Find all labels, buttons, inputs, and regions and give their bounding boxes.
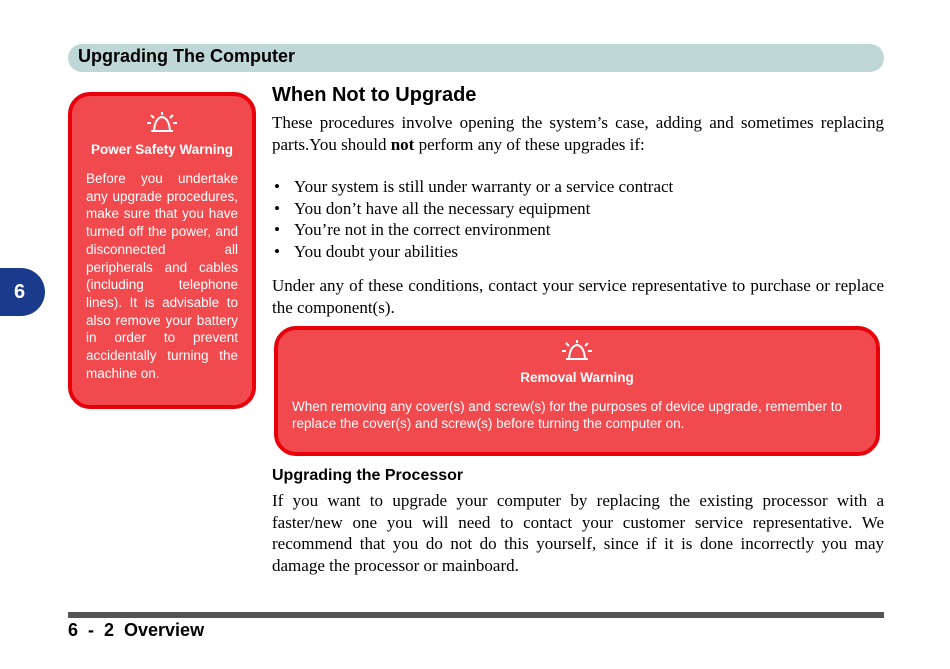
- processor-paragraph: If you want to upgrade your computer by replacing the existing processor with a faster/new one you will need to contact your customer service representative. We recommend that you do not do this yourself, since if it is done incorrectly you may damage the processor or mainboard.: [272, 491, 884, 575]
- header-bar: [68, 44, 884, 72]
- chapter-tab: 6: [0, 268, 45, 316]
- list-item: • Your system is still under warranty or a service contract: [272, 176, 884, 198]
- list-item: • You don’t have all the necessary equipment: [272, 198, 884, 220]
- warning-bell-icon: [560, 338, 594, 364]
- intro-text-end: perform any of these upgrades if:: [414, 134, 645, 154]
- power-safety-warning-box: [68, 92, 256, 409]
- power-safety-warning-text: Before you undertake any upgrade procedures, make sure that you have turned off the power, and disconnected all peripherals and cables (including telephone lines). It is advisable to also remove your battery in order to prevent accidentally turning the machine on.: [86, 171, 238, 381]
- intro-paragraph: [272, 112, 884, 155]
- header-title: Upgrading The Computer: [78, 46, 295, 66]
- intro-bold: not: [390, 134, 415, 154]
- upgrade-conditions-list: [272, 176, 884, 262]
- intro-text: These procedures involve opening the system’s case, adding and sometimes replacing parts.You should: [272, 113, 884, 154]
- removal-warning-title: Removal Warning: [520, 370, 634, 385]
- removal-warning-box: [274, 326, 880, 456]
- footer-rule: [68, 612, 884, 618]
- removal-warning-text: When removing any cover(s) and screw(s) for the purposes of device upgrade, remember to replace the cover(s) and screw(s) before turning the computer on.: [292, 399, 842, 431]
- list-item: • You’re not in the correct environment: [272, 219, 884, 241]
- list-item: • You doubt your abilities: [272, 241, 884, 263]
- processor-heading: Upgrading the Processor: [272, 467, 464, 484]
- section-heading: When Not to Upgrade: [272, 84, 477, 106]
- warning-bell-icon: [145, 110, 179, 136]
- page-footer: 6 - 2 Overview: [68, 620, 205, 640]
- power-safety-warning-title: Power Safety Warning: [90, 142, 234, 157]
- conditions-paragraph: Under any of these conditions, contact your service representative to purchase or replace the component(s).: [272, 276, 884, 317]
